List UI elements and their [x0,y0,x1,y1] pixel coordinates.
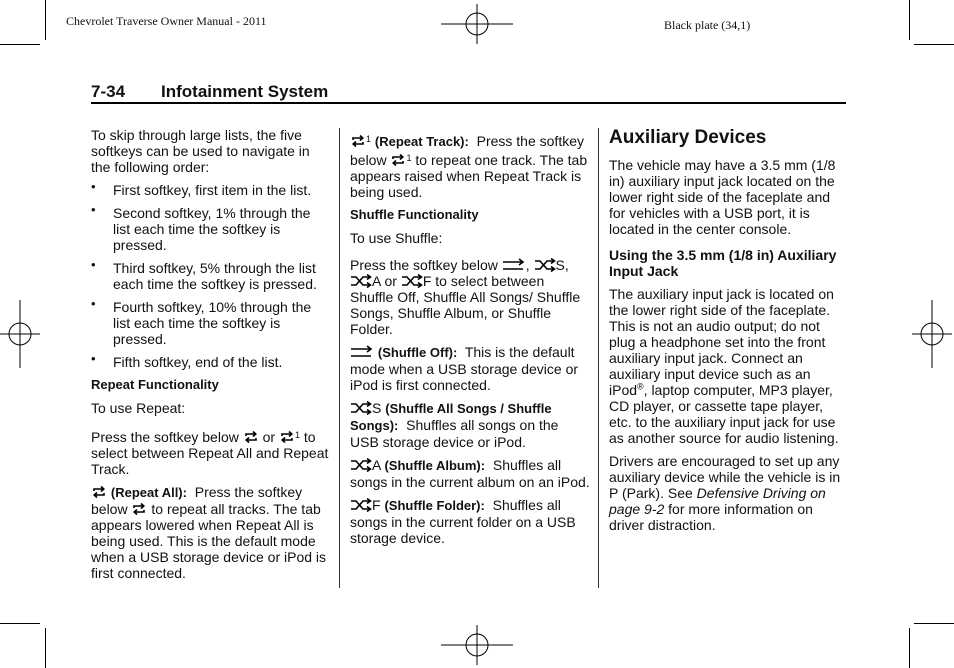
shuffle-off-description: (Shuffle Off): This is the default mode when a USB storage device or iPod is first connected. [350,344,579,393]
cross-reference-link[interactable]: Defensive Driving on page 9-2 [609,485,826,517]
shuffle-album-description: A (Shuffle Album): Shuffles all songs in the current album on an iPod. [350,457,590,490]
shuffle-folder-description: F (Shuffle Folder): Shuffles all songs in the current folder on a USB storage device. [350,497,576,546]
repeat-instructions: Press the softkey below or $^1$ to select between Repeat All and Repeat Track. [91,429,329,477]
list-item: • Second softkey, 1% through the list each time the softkey is pressed. [91,202,311,253]
plate-label: Black plate (34,1) [664,18,751,32]
repeat-all-icon [131,502,147,516]
column-3 [609,127,849,540]
crop-mark [914,623,954,624]
crop-mark [45,628,46,668]
repeat-track-icon [279,430,295,444]
bullet-icon: • [91,179,96,194]
column-divider [339,128,340,588]
shuffle-icon [401,274,423,288]
shuffle-icon [350,274,372,288]
list-item: • Fifth softkey, end of the list. [91,351,283,370]
column-divider [598,128,599,588]
shuffle-heading: Shuffle Functionality [350,207,479,222]
crop-mark [909,628,910,668]
shuffle-icon [350,401,372,415]
registration-target-icon [912,300,952,368]
crop-mark [914,44,954,45]
column-1 [91,127,331,588]
crop-mark [0,44,40,45]
section-number: 7-34 [91,82,126,101]
repeat-track-description: $^1$ (Repeat Track): Press the softkey below $^1$ to repeat one track. The tab appears raised when Repeat Track is being used. [350,133,588,200]
shuffle-off-icon [350,345,374,359]
shuffle-icon [534,258,556,272]
crop-mark [0,623,40,624]
softkey-list [91,179,331,370]
repeat-track-icon [350,134,366,148]
registration-target-icon [441,625,513,665]
registration-target-icon [0,300,40,368]
registration-target-icon [441,4,513,44]
shuffle-icon [350,498,372,512]
aux-jack-subheading: Using the 3.5 mm (1/8 in) Auxiliary Input Jack [609,247,837,279]
list-item: • Third softkey, 5% through the list each time the softkey is pressed. [91,257,317,292]
driver-distraction-paragraph: Drivers are encouraged to set up any auxiliary device while the vehicle is in P (Park). See Defensive Driving on page 9-2 for more information on driver distraction. [609,453,841,533]
auxiliary-intro-paragraph: The vehicle may have a 3.5 mm (1/8 in) auxiliary input jack located on the lower right side of the faceplate and for vehicles with a USB port, it is located in the center console. [609,157,836,237]
aux-jack-paragraph: The auxiliary input jack is located on the lower right side of the faceplate. This is not an audio output; do not plug a headphone set into the front auxiliary input jack. Connect an auxiliary input device such as an iPod®, laptop computer, MP3 player, CD player, or cassette tape player, etc. to the auxiliary input jack for use as another source for audio listening. [609,286,839,446]
header-rule [91,102,846,104]
to-use-repeat: To use Repeat: [91,400,186,416]
shuffle-off-icon [502,258,526,272]
column-2 [350,131,590,553]
repeat-all-icon [91,485,107,499]
shuffle-icon [350,458,372,472]
repeat-heading: Repeat Functionality [91,377,219,392]
repeat-all-icon [243,430,259,444]
list-item: • First softkey, first item in the list. [91,179,312,198]
bullet-icon: • [91,202,96,217]
crop-mark [909,0,910,40]
repeat-track-icon [390,153,406,167]
list-item: • Fourth softkey, 10% through the list each time the softkey is pressed. [91,296,312,347]
section-name: Infotainment System [161,82,329,101]
repeat-all-description: (Repeat All): Press the softkey below to repeat all tracks. The tab appears lowered when Repeat All is being used. This is the default mode when a USB storage device or iPod is first connected. [91,484,327,581]
manual-title: Chevrolet Traverse Owner Manual - 2011 [66,14,267,28]
bullet-icon: • [91,257,96,272]
to-use-shuffle: To use Shuffle: [350,230,443,246]
shuffle-instructions: Press the softkey below , S, A or F to select between Shuffle Off, Shuffle All Songs/ Shuffle Songs, Shuffle Album, or Shuffle Folder. [350,257,581,337]
bullet-icon: • [91,351,96,366]
section-title [91,82,328,102]
auxiliary-devices-heading: Auxiliary Devices [609,127,767,148]
intro-paragraph: To skip through large lists, the five softkeys can be used to navigate in the following order: [91,127,310,175]
crop-mark [45,0,46,40]
shuffle-all-description: S (Shuffle All Songs / Shuffle Songs): Shuffles all songs on the USB storage device or iPod. [350,400,559,450]
bullet-icon: • [91,296,96,311]
